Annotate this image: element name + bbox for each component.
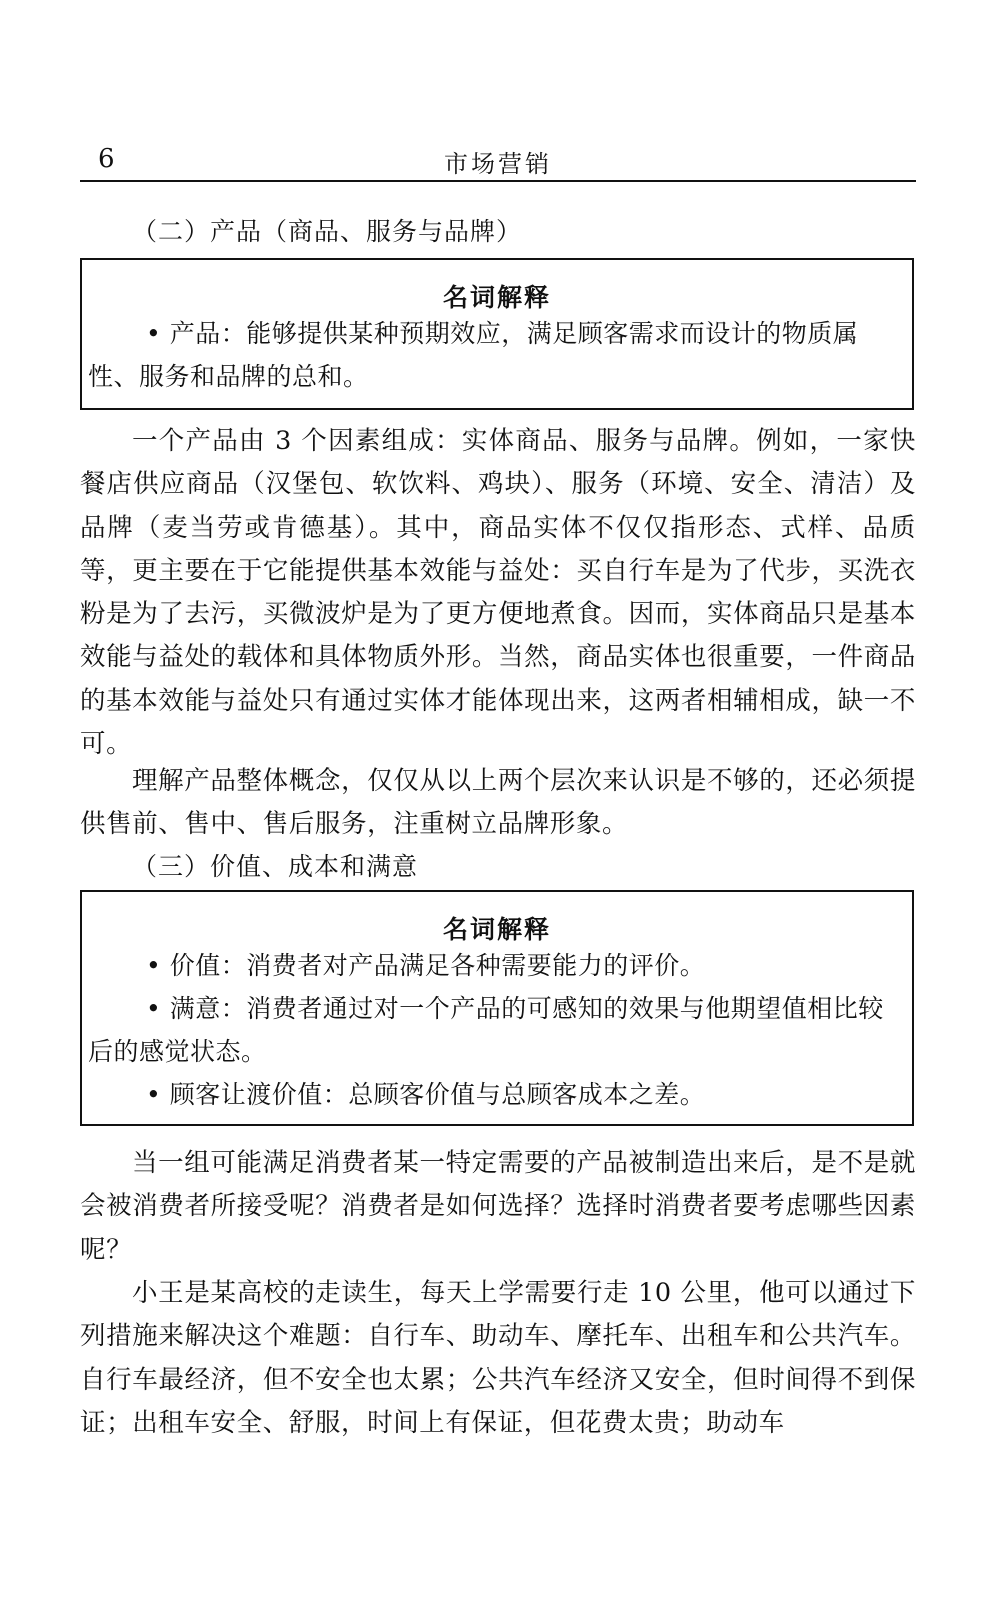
section-heading-product: （二）产品（商品、服务与品牌） xyxy=(132,217,523,246)
glossary-box-value xyxy=(80,890,914,1126)
definition-satisfaction: • 满意：消费者通过对一个产品的可感知的效果与他期望值相比较后的感觉状态。 xyxy=(88,994,884,1066)
running-title: 市场营销 xyxy=(444,150,552,178)
paragraph-xiaowang-example: 小王是某高校的走读生，每天上学需要行走 10 公里，他可以通过下列措施来解决这个难题：自行车、助动车、摩托车、出租车和公共汽车。自行车最经济，但不安全也太累；公共汽车经济又安全，但时间得不到保证；出租车安全、舒服，时间上有保证，但花费太贵；助动车 xyxy=(80,1278,916,1438)
glossary-title: 名词解释 xyxy=(442,283,551,312)
header-rule xyxy=(80,180,916,182)
definition-value: • 价值：消费者对产品满足各种需要能力的评价。 xyxy=(146,951,706,980)
definition-delivered-value: • 顾客让渡价值：总顾客价值与总顾客成本之差。 xyxy=(146,1080,706,1109)
paragraph-consumer-question: 当一组可能满足消费者某一特定需要的产品被制造出来后，是不是就会被消费者所接受呢？消费者是如何选择？选择时消费者要考虑哪些因素呢？ xyxy=(80,1148,916,1265)
section-heading-value: （三）价值、成本和满意 xyxy=(132,852,419,881)
glossary-title: 名词解释 xyxy=(442,915,551,944)
definition-product: • 产品：能够提供某种预期效应，满足顾客需求而设计的物质属性、服务和品牌的总和。 xyxy=(88,319,859,391)
page-number: 6 xyxy=(98,144,115,174)
paragraph-product-concept: 理解产品整体概念，仅仅从以上两个层次来认识是不够的，还必须提供售前、售中、售后服务，注重树立品牌形象。 xyxy=(80,766,916,840)
page-header xyxy=(80,140,916,180)
glossary-box-product xyxy=(80,258,914,410)
paragraph-product-elements: 一个产品由 3 个因素组成：实体商品、服务与品牌。例如，一家快餐店供应商品（汉堡包、软饮料、鸡块）、服务（环境、安全、清洁）及品牌（麦当劳或肯德基）。其中，商品实体不仅仅指形态、式样、品质等，更主要在于它能提供基本效能与益处：买自行车是为了代步，买洗衣粉是为了去污，买微波炉是为了更方便地煮食。因而，实体商品只是基本效能与益处的载体和具体物质外形。当然，商品实体也很重要，一件商品的基本效能与益处只有通过实体才能体现出来，这两者相辅相成，缺一不可。 xyxy=(80,426,916,760)
